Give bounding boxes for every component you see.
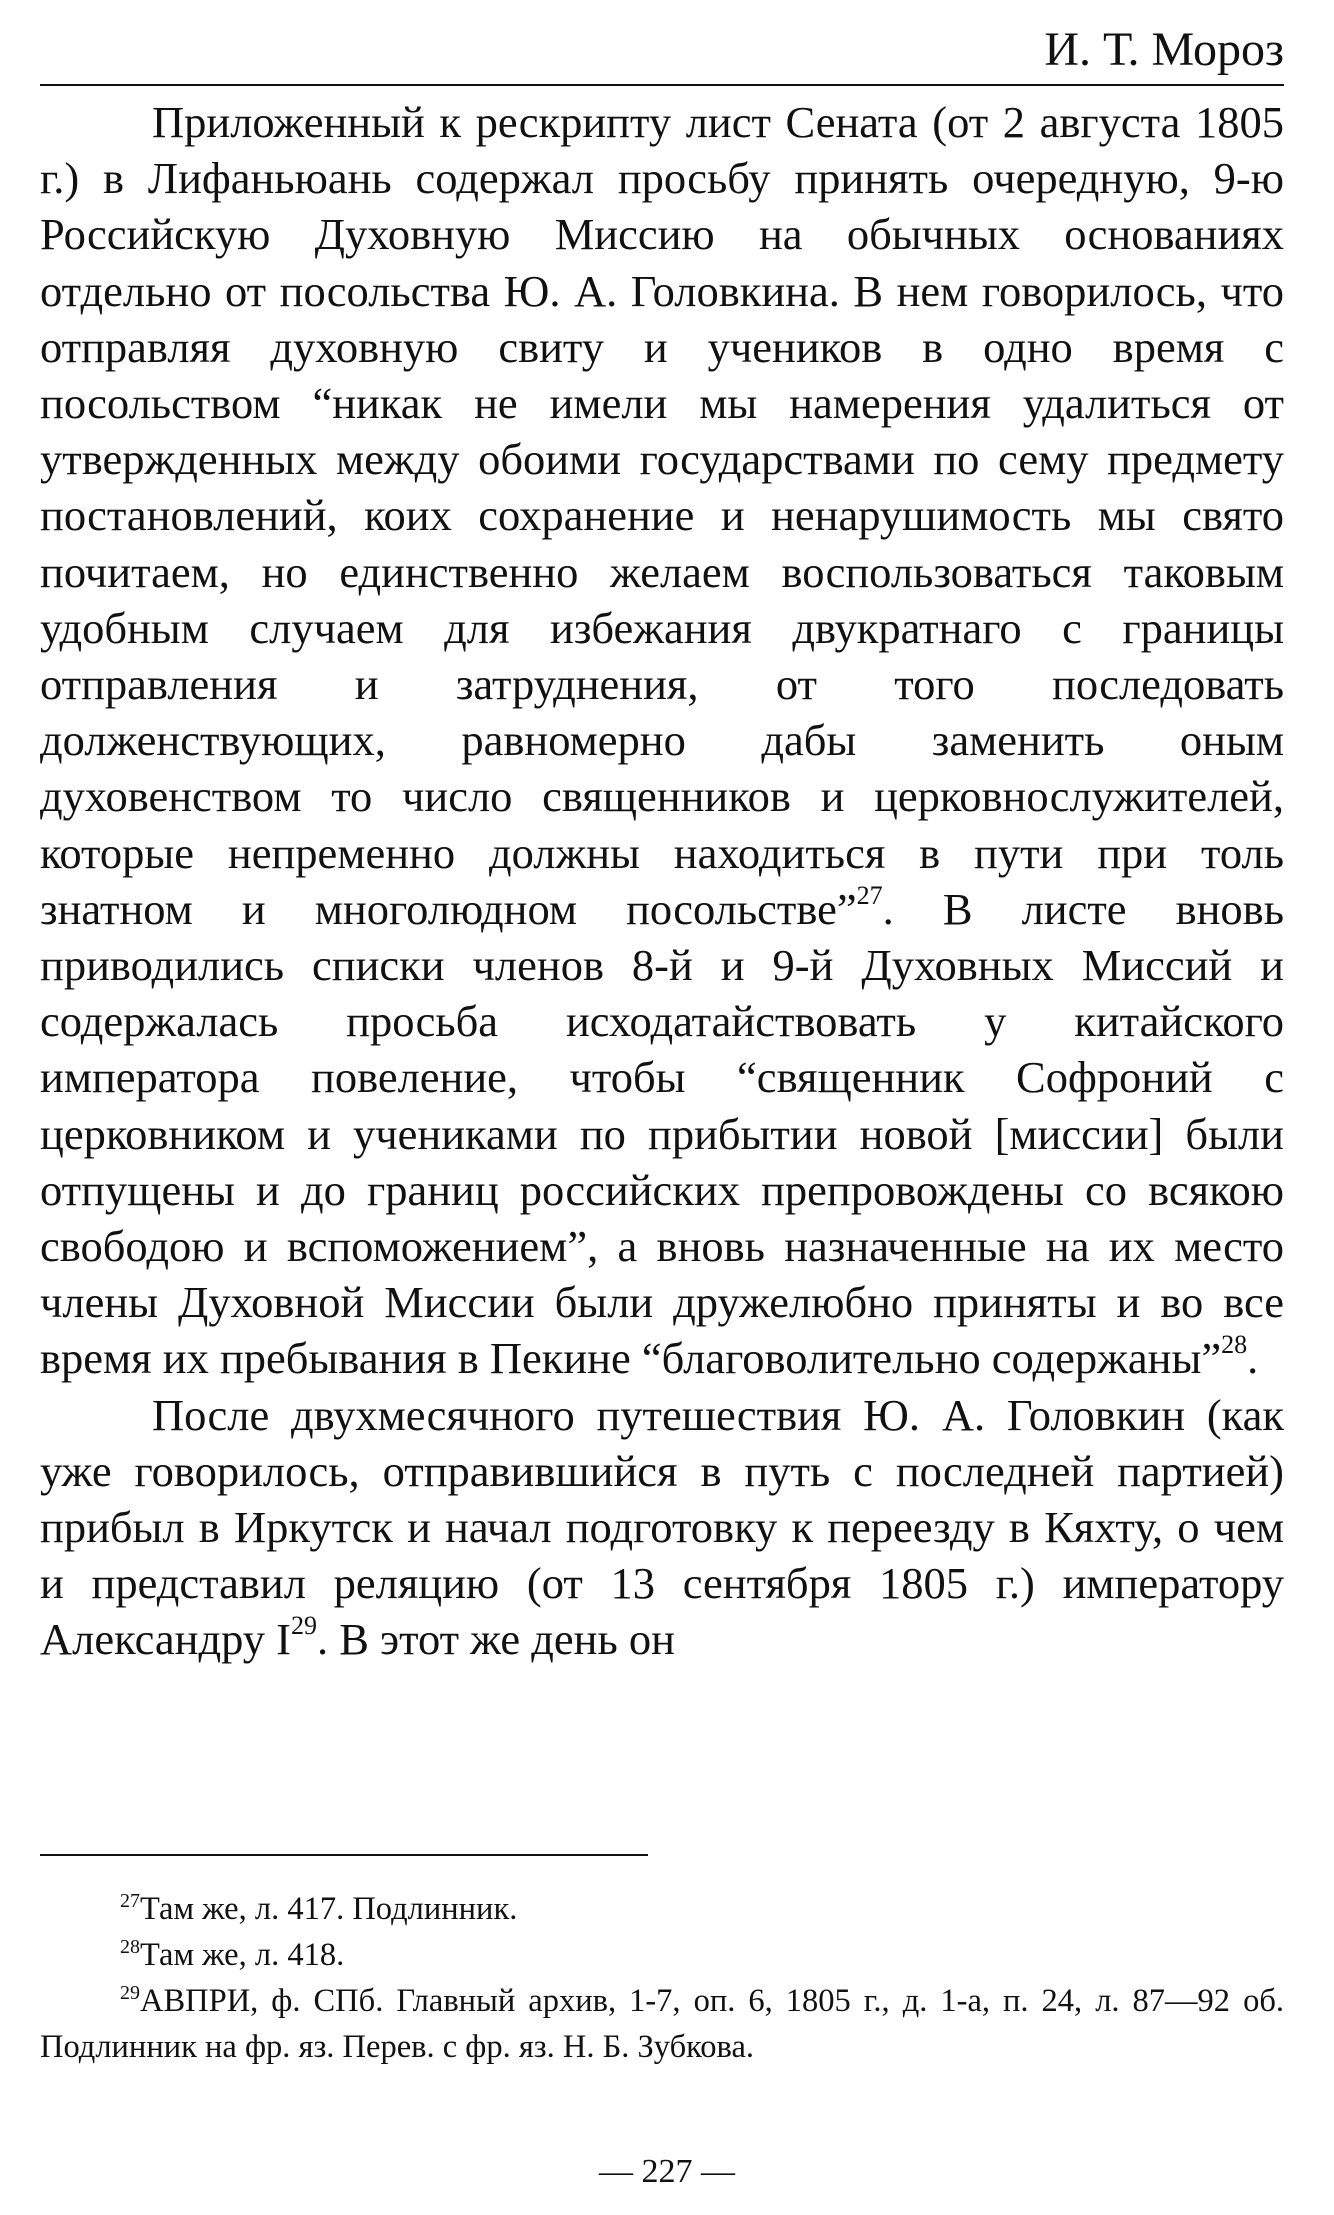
paragraph-1-part-3: . bbox=[1247, 1333, 1259, 1384]
main-text bbox=[40, 94, 1284, 1668]
footnote-ref-29: 29 bbox=[290, 1611, 317, 1641]
footnote-28 bbox=[40, 1932, 1284, 1978]
header-rule bbox=[40, 84, 1284, 86]
footnote-rule bbox=[40, 1854, 648, 1856]
header-author: И. Т. Мороз bbox=[1044, 23, 1284, 76]
page-number: — 227 — bbox=[599, 2153, 735, 2190]
footnote-text: Там же, л. 417. Подлинник. bbox=[140, 1891, 518, 1927]
footnote-text: Там же, л. 418. bbox=[140, 1937, 345, 1973]
footnotes bbox=[40, 1886, 1284, 2070]
footnote-ref-27: 27 bbox=[856, 880, 883, 910]
paragraph-2-part-2: . В этот же день он bbox=[316, 1614, 675, 1665]
footnote-number: 29 bbox=[120, 1982, 140, 2004]
footnote-27 bbox=[40, 1886, 1284, 1932]
paragraph-1 bbox=[40, 94, 1284, 1387]
footnote-number: 27 bbox=[120, 1890, 140, 1912]
running-header bbox=[40, 20, 1284, 80]
footnote-ref-28: 28 bbox=[1221, 1330, 1248, 1360]
footnote-text: АВПРИ, ф. СПб. Главный архив, 1-7, оп. 6, 1805 г., д. 1-а, п. 24, л. 87—92 об. Подлинник на фр. яз. Перев. с фр. яз. Н. Б. Зубкова. bbox=[40, 1983, 1284, 2065]
footnote-number: 28 bbox=[120, 1936, 140, 1958]
paragraph-2 bbox=[40, 1387, 1284, 1668]
paragraph-1-part-1: Приложенный к рескрипту лист Сената (от 2 августа 1805 г.) в Лифаньюань содержал просьбу принять очередную, 9-ю Российскую Духовную Миссию на обычных основаниях отдельно от посольства Ю. А. Головкина. В нем говорилось, что отправляя духовную свиту и учеников в одно время с посольством “никак не имели мы намерения удалиться от утвержденных между обоими государствами по сему предмету постановлений, коих сохранение и ненарушимость мы свято почитаем, но единственно желаем воспользоваться таковым удобным случаем для избежания двукратнаго с границы отправления и затруднения, от того последовать долженствующих, равномерно дабы заменить оным духовенством то число священников и церковнослужителей, которые непременно должны находиться в пути при толь знатном и многолюдном посольстве” bbox=[40, 97, 1284, 934]
paragraph-2-part-1: После двухмесячного путешествия Ю. А. Головкин (как уже говорилось, отправившийся в путь с последней партией) прибыл в Иркутск и начал подготовку к переезду в Кяхту, о чем и представил реляцию (от 13 сентября 1805 г.) императору Александру I bbox=[40, 1389, 1284, 1665]
paragraph-1-part-2: . В листе вновь приводились списки членов 8-й и 9-й Духовных Миссий и содержалась просьба исходатайствовать у китайского императора повеление, чтобы “священник Софроний с церковником и учениками по прибытии новой [миссии] были отпущены и до границ российских препровождены со всякою свободою и вспоможением”, а вновь назначенные на их место члены Духовной Миссии были дружелюбно приняты и во все время их пребывания в Пекине “благоволительно содержаны” bbox=[40, 883, 1284, 1384]
footnote-29 bbox=[40, 1978, 1284, 2070]
